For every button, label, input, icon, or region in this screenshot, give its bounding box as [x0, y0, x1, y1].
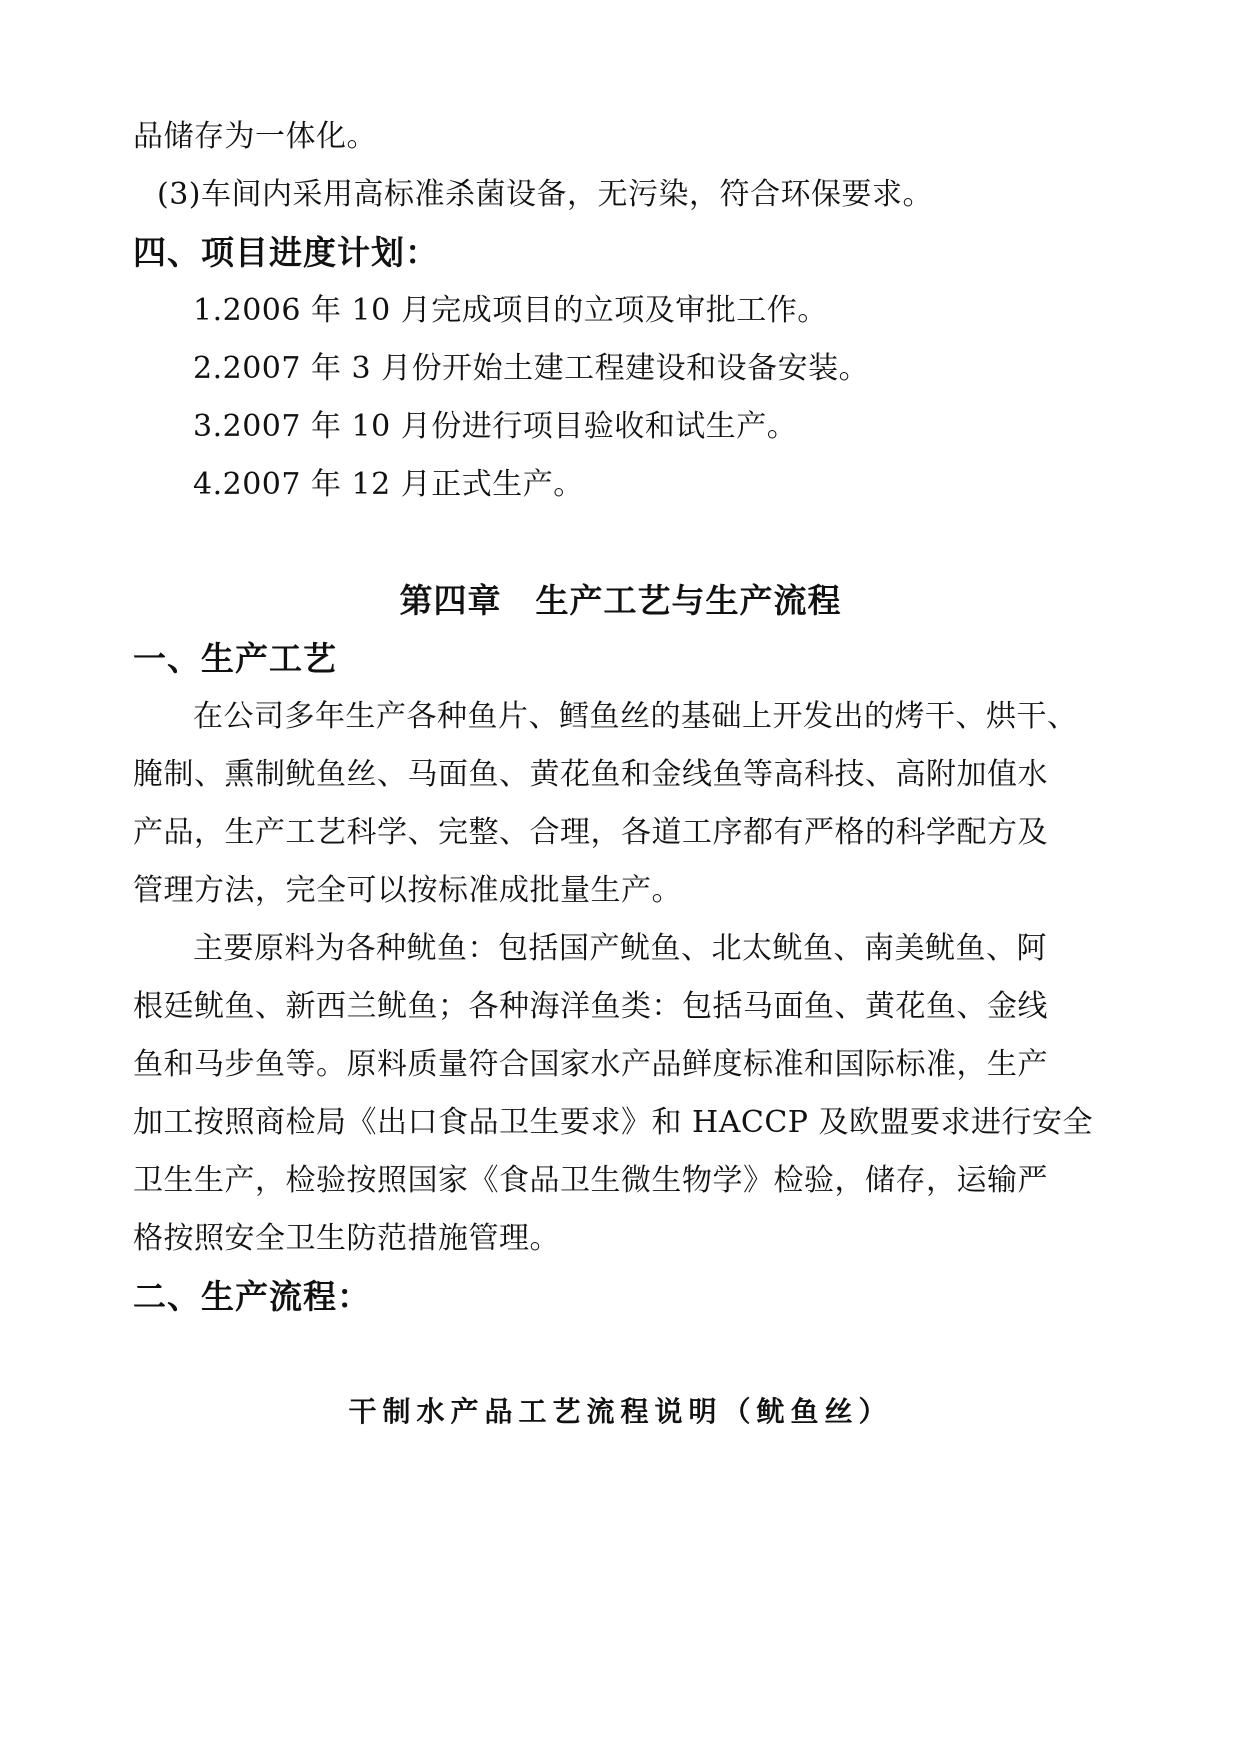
paragraph-line: 卫生生产，检验按照国家《食品卫生微生物学》检验，储存，运输严	[133, 1163, 1048, 1198]
schedule-item: 3.2007 年 10 月份进行项目验收和试生产。	[193, 409, 798, 444]
paragraph-line: 产品，生产工艺科学、完整、合理，各道工序都有严格的科学配方及	[133, 815, 1048, 850]
schedule-item: 2.2007 年 3 月份开始土建工程建设和设备安装。	[193, 351, 870, 386]
chapter-title: 第四章 生产工艺与生产流程	[399, 581, 842, 620]
paragraph-line: 在公司多年生产各种鱼片、鳕鱼丝的基础上开发出的烤干、烘干、	[193, 699, 1078, 734]
paragraph-line: 根廷鱿鱼、新西兰鱿鱼；各种海洋鱼类：包括马面鱼、黄花鱼、金线	[133, 989, 1048, 1024]
list-item-3: (3)车间内采用高标准杀菌设备，无污染，符合环保要求。	[157, 177, 933, 212]
schedule-item: 1.2006 年 10 月完成项目的立项及审批工作。	[193, 293, 828, 328]
flow-caption: 干制水产品工艺流程说明（鱿鱼丝）	[348, 1395, 893, 1428]
paragraph-line: 管理方法，完全可以按标准成批量生产。	[133, 873, 682, 908]
continued-text: 品储存为一体化。	[133, 119, 377, 154]
paragraph-line: 主要原料为各种鱿鱼：包括国产鱿鱼、北太鱿鱼、南美鱿鱼、阿	[193, 931, 1047, 966]
paragraph-line: 鱼和马步鱼等。原料质量符合国家水产品鲜度标准和国际标准，生产	[133, 1047, 1048, 1082]
section-heading-process: 一、生产工艺	[133, 639, 337, 678]
section-heading-schedule: 四、项目进度计划：	[133, 233, 439, 272]
paragraph-line: 腌制、熏制鱿鱼丝、马面鱼、黄花鱼和金线鱼等高科技、高附加值水	[133, 757, 1048, 792]
section-heading-flow: 二、生产流程：	[133, 1277, 371, 1316]
paragraph-line: 格按照安全卫生防范措施管理。	[133, 1221, 560, 1256]
paragraph-line: 加工按照商检局《出口食品卫生要求》和 HACCP 及欧盟要求进行安全	[133, 1105, 1093, 1140]
schedule-item: 4.2007 年 12 月正式生产。	[193, 467, 584, 502]
